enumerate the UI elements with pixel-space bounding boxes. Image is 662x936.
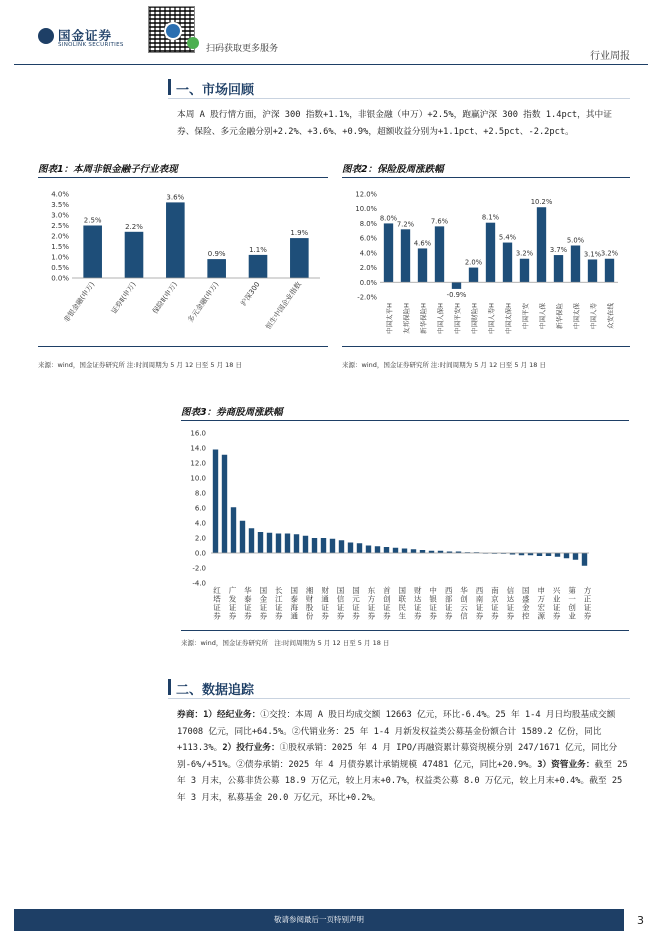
y-tick-label: -2.0% [357,293,377,302]
fig3-top-line [181,420,629,421]
data-label: 2.0% [464,258,483,267]
fig3-source: 来源：wind，国金证券研究所 注:时间周期为 5 月 12 日至 5 月 18 日 [181,639,390,647]
fig2-title: 图表2：保险股周涨跌幅 [342,164,444,175]
data-label: 8.0% [379,214,398,223]
category-label: 中国平安 [521,303,530,329]
fig1-bottom-line [38,346,328,347]
category-label: 申万宏源 [537,586,545,621]
category-label: 国盛金控 [522,586,530,621]
bar [469,268,478,283]
bar [503,243,512,283]
fig2-source: 来源：wind，国金证券研究所 注:时间周期为 5 月 12 日至 5 月 18 日 [342,361,546,369]
market-review-paragraph: 本周 A 股行情方面，沪深 300 指数+1.1%，非银金融（申万）+2.5%，跑赢沪深 300 指数 1.4pct，其中证券、保险、多元金融分别+2.2%、+3.6%、+0.9%，超额收益分别为+1.1pct、+2.5pct、-2.2pct。 [177,110,612,137]
data-label: 3.1% [583,250,602,259]
y-tick-label: 2.0 [194,534,206,543]
data-label: 7.2% [396,220,415,229]
data-label: 5.4% [498,233,517,242]
y-tick-label: 16.0 [190,429,206,438]
bar [582,553,587,566]
bar [276,534,281,554]
bar [546,553,551,556]
category-label: 华创云信 [460,586,468,621]
bar [605,259,614,283]
category-label: 多元金融(申万) [186,280,221,325]
category-label: 中国人寿H [487,303,496,334]
category-label: 中国财险H [470,303,479,334]
category-label: 中国人寿 [589,303,598,329]
am-heading: 3）资管业务： [537,759,595,770]
bar [83,226,102,279]
category-label: 广发证券 [228,586,237,621]
bar [384,223,393,282]
category-label: 恒生中国企业指数 [264,280,303,332]
data-label: 10.2% [530,198,553,207]
section1-underline [168,98,630,99]
category-label: 保险Ⅱ(申万) [151,280,179,316]
y-tick-label: 3.5% [51,201,69,209]
bar [573,553,578,560]
category-label: 信达证券 [506,586,515,621]
section2-underline [168,698,630,699]
bar [258,532,263,553]
y-tick-label: 0.5% [51,264,69,272]
category-label: 国泰海通 [290,586,298,621]
category-label: 红塔证券 [213,586,221,621]
bar [554,255,563,282]
data-label: 4.6% [413,239,432,248]
brokerage-text: ①交投：本周 A 股日均成交额 12663 亿元，环比-6.4%。25 年 1-4 月日均股基成交额 17008 亿元，同比+64.5%。②代销业务：25 年 1-4 月新发权益类公募基金份额合计 1589.2 亿份，同比+113.3%。 [177,710,616,753]
fig1-source: 来源：wind，国金证券研究所 注:时间周期为 5 月 12 日至 5 月 18 日 [38,361,242,369]
category-label: 新华保险 [555,303,564,329]
category-label: 国元证券 [352,586,360,621]
bar [520,259,529,283]
chart-brokers [181,423,629,628]
y-tick-label: 2.0% [51,232,69,241]
fig3-title: 图表3：券商股周涨跌幅 [181,407,283,418]
category-label: 方正证券 [583,586,592,621]
logo-cn: 国金证券 [58,28,113,43]
category-label: 中国人保H [436,303,445,334]
y-tick-label: 8.0 [194,489,206,498]
page-number: 3 [637,914,644,927]
category-label: 中国人保 [538,303,547,329]
category-label: 财通证券 [321,586,329,621]
data-label: 3.2% [515,249,534,258]
bar [418,248,427,282]
y-tick-label: -2.0 [192,564,206,573]
y-tick-label: 6.0% [359,234,377,243]
category-label: 沪深300 [239,280,262,308]
ib-heading: 2）投行业务： [222,743,280,753]
bar [249,255,268,278]
section2-title: 二、数据追踪 [176,683,255,698]
footer-disclaimer: 敬请参阅最后一页特别声明 [274,915,364,924]
fig2-top-line [342,177,630,178]
bar [290,238,309,278]
fig1-top-line [38,177,328,178]
bar [249,528,254,553]
bar [330,539,335,553]
bar [420,550,425,553]
category-label: 新华保险H [419,303,428,334]
y-tick-label: 4.0% [51,190,69,199]
data-label: 1.1% [249,245,267,254]
data-label: 3.7% [549,246,568,255]
category-label: 兴业证券 [552,586,561,621]
chart-insurance [342,180,630,345]
y-tick-label: 4.0% [359,249,377,258]
category-label: 东方证券 [367,586,376,621]
category-label: 中银证券 [429,586,437,621]
bar [486,223,495,283]
sinolink-logo-icon [38,28,54,44]
bar [564,553,569,558]
category-label: 长江证券 [275,586,283,621]
category-label: 中国太保H [504,303,513,334]
y-tick-label: -4.0 [192,579,206,588]
category-label: 中国太平H [385,303,394,334]
header-divider [14,64,648,65]
bar [166,202,185,278]
bar [452,282,461,289]
category-label: 证券Ⅱ(申万) [109,280,138,316]
bar [213,450,218,554]
y-tick-label: 2.5% [51,222,69,230]
category-label: 国联民生 [398,586,407,621]
y-tick-label: 12.0% [355,190,377,199]
data-label: -0.9% [446,290,467,299]
category-label: 首创证券 [383,586,391,621]
y-tick-label: 0.0% [359,278,377,287]
bar [312,538,317,553]
bar [366,546,371,554]
data-tracking-paragraph [177,707,629,806]
y-tick-label: 12.0 [190,459,206,468]
bar [571,246,580,283]
y-tick-label: 10.0 [190,474,206,483]
data-label: 1.9% [290,229,309,238]
y-tick-label: 14.0 [190,444,206,453]
y-tick-label: 8.0% [359,219,377,228]
bar [222,455,227,553]
bar [537,207,546,282]
bar [588,259,597,282]
bar [303,536,308,553]
y-tick-label: 0.0% [51,274,69,283]
y-tick-label: 10.0% [355,205,377,214]
y-tick-label: 4.0 [194,519,206,528]
category-label: 国信证券 [336,586,345,621]
bar [339,540,344,553]
category-label: 友邦保险H [402,303,411,334]
category-label: 第一创业 [568,586,576,621]
fig1-title: 图表1：本周非银金融子行业表现 [38,164,178,175]
category-label: 南京证券 [491,586,499,621]
broker-lead: 券商： [177,710,204,720]
category-label: 湘财股份 [305,586,314,621]
category-label: 中国平安H [453,303,462,334]
data-label: 0.9% [207,250,226,259]
bar [435,226,444,282]
data-label: 2.2% [125,222,143,231]
bar [348,543,353,554]
brokerage-heading: 1）经纪业务： [203,710,261,720]
y-tick-label: 1.0% [51,253,69,262]
category-label: 中国太保 [572,303,581,329]
fig2-bottom-line [342,346,630,347]
data-label: 3.6% [166,193,185,202]
category-label: 华泰证券 [244,586,252,621]
category-label: 国金证券 [259,586,268,621]
y-tick-label: 2.0% [359,264,377,273]
chart-subindustry [38,180,328,345]
bar [267,533,272,553]
data-label: 3.2% [600,249,619,258]
bar [393,548,398,553]
y-tick-label: 1.5% [51,243,69,251]
category-label: 非银金融(申万) [62,280,97,325]
bar [285,534,290,554]
bar [384,547,389,553]
data-label: 7.6% [430,217,449,226]
logo-en: SINOLINK SECURITIES [58,42,124,48]
section1-marker [168,79,171,95]
wechat-badge-icon [187,37,199,49]
bar [231,507,236,553]
bar [375,546,380,553]
data-label: 2.5% [83,216,102,225]
y-tick-label: 0.0 [194,549,206,558]
bar [240,521,245,553]
bar [402,549,407,554]
section2-marker [168,679,171,695]
fig3-bottom-line [181,630,629,631]
bar [537,553,542,556]
am-text: 截至 25 年 3 月末，公募非货公募 18.9 万亿元，较上月末+0.7%，权益类公募 8.0 万亿元，较上月末+0.4%。截至 25 年 3 月末，私募基金 20.0 万亿元，环比+0.2%。 [177,759,628,803]
section1-title: 一、市场回顾 [176,83,255,98]
bar [357,543,362,553]
category-label: 西部证券 [444,586,453,621]
category-label: 财达证券 [413,586,422,621]
category-label: 西南证券 [475,586,484,621]
y-tick-label: 6.0 [194,504,206,513]
bar [321,538,326,553]
qr-center-logo-icon [164,22,182,40]
scan-text: 扫码获取更多服务 [206,44,279,54]
bar [125,232,144,278]
data-label: 5.0% [566,236,585,245]
doc-type: 行业周报 [590,51,630,62]
bar [401,229,410,282]
bar [555,553,560,557]
ib-text: ①股权承销：2025 年 4 月 IPO/再融资累计募资规模分别 247/1671 亿元，同比分别-6%/+51%。②债券承销：2025 年 4 月债券累计承销规模 47481 亿元，同比+20.9%。 [177,743,618,770]
y-tick-label: 3.0% [51,211,69,220]
bar [294,534,299,553]
bar [411,549,416,553]
category-label: 众安在线 [606,303,615,329]
bar [207,259,226,278]
data-label: 8.1% [481,213,500,222]
